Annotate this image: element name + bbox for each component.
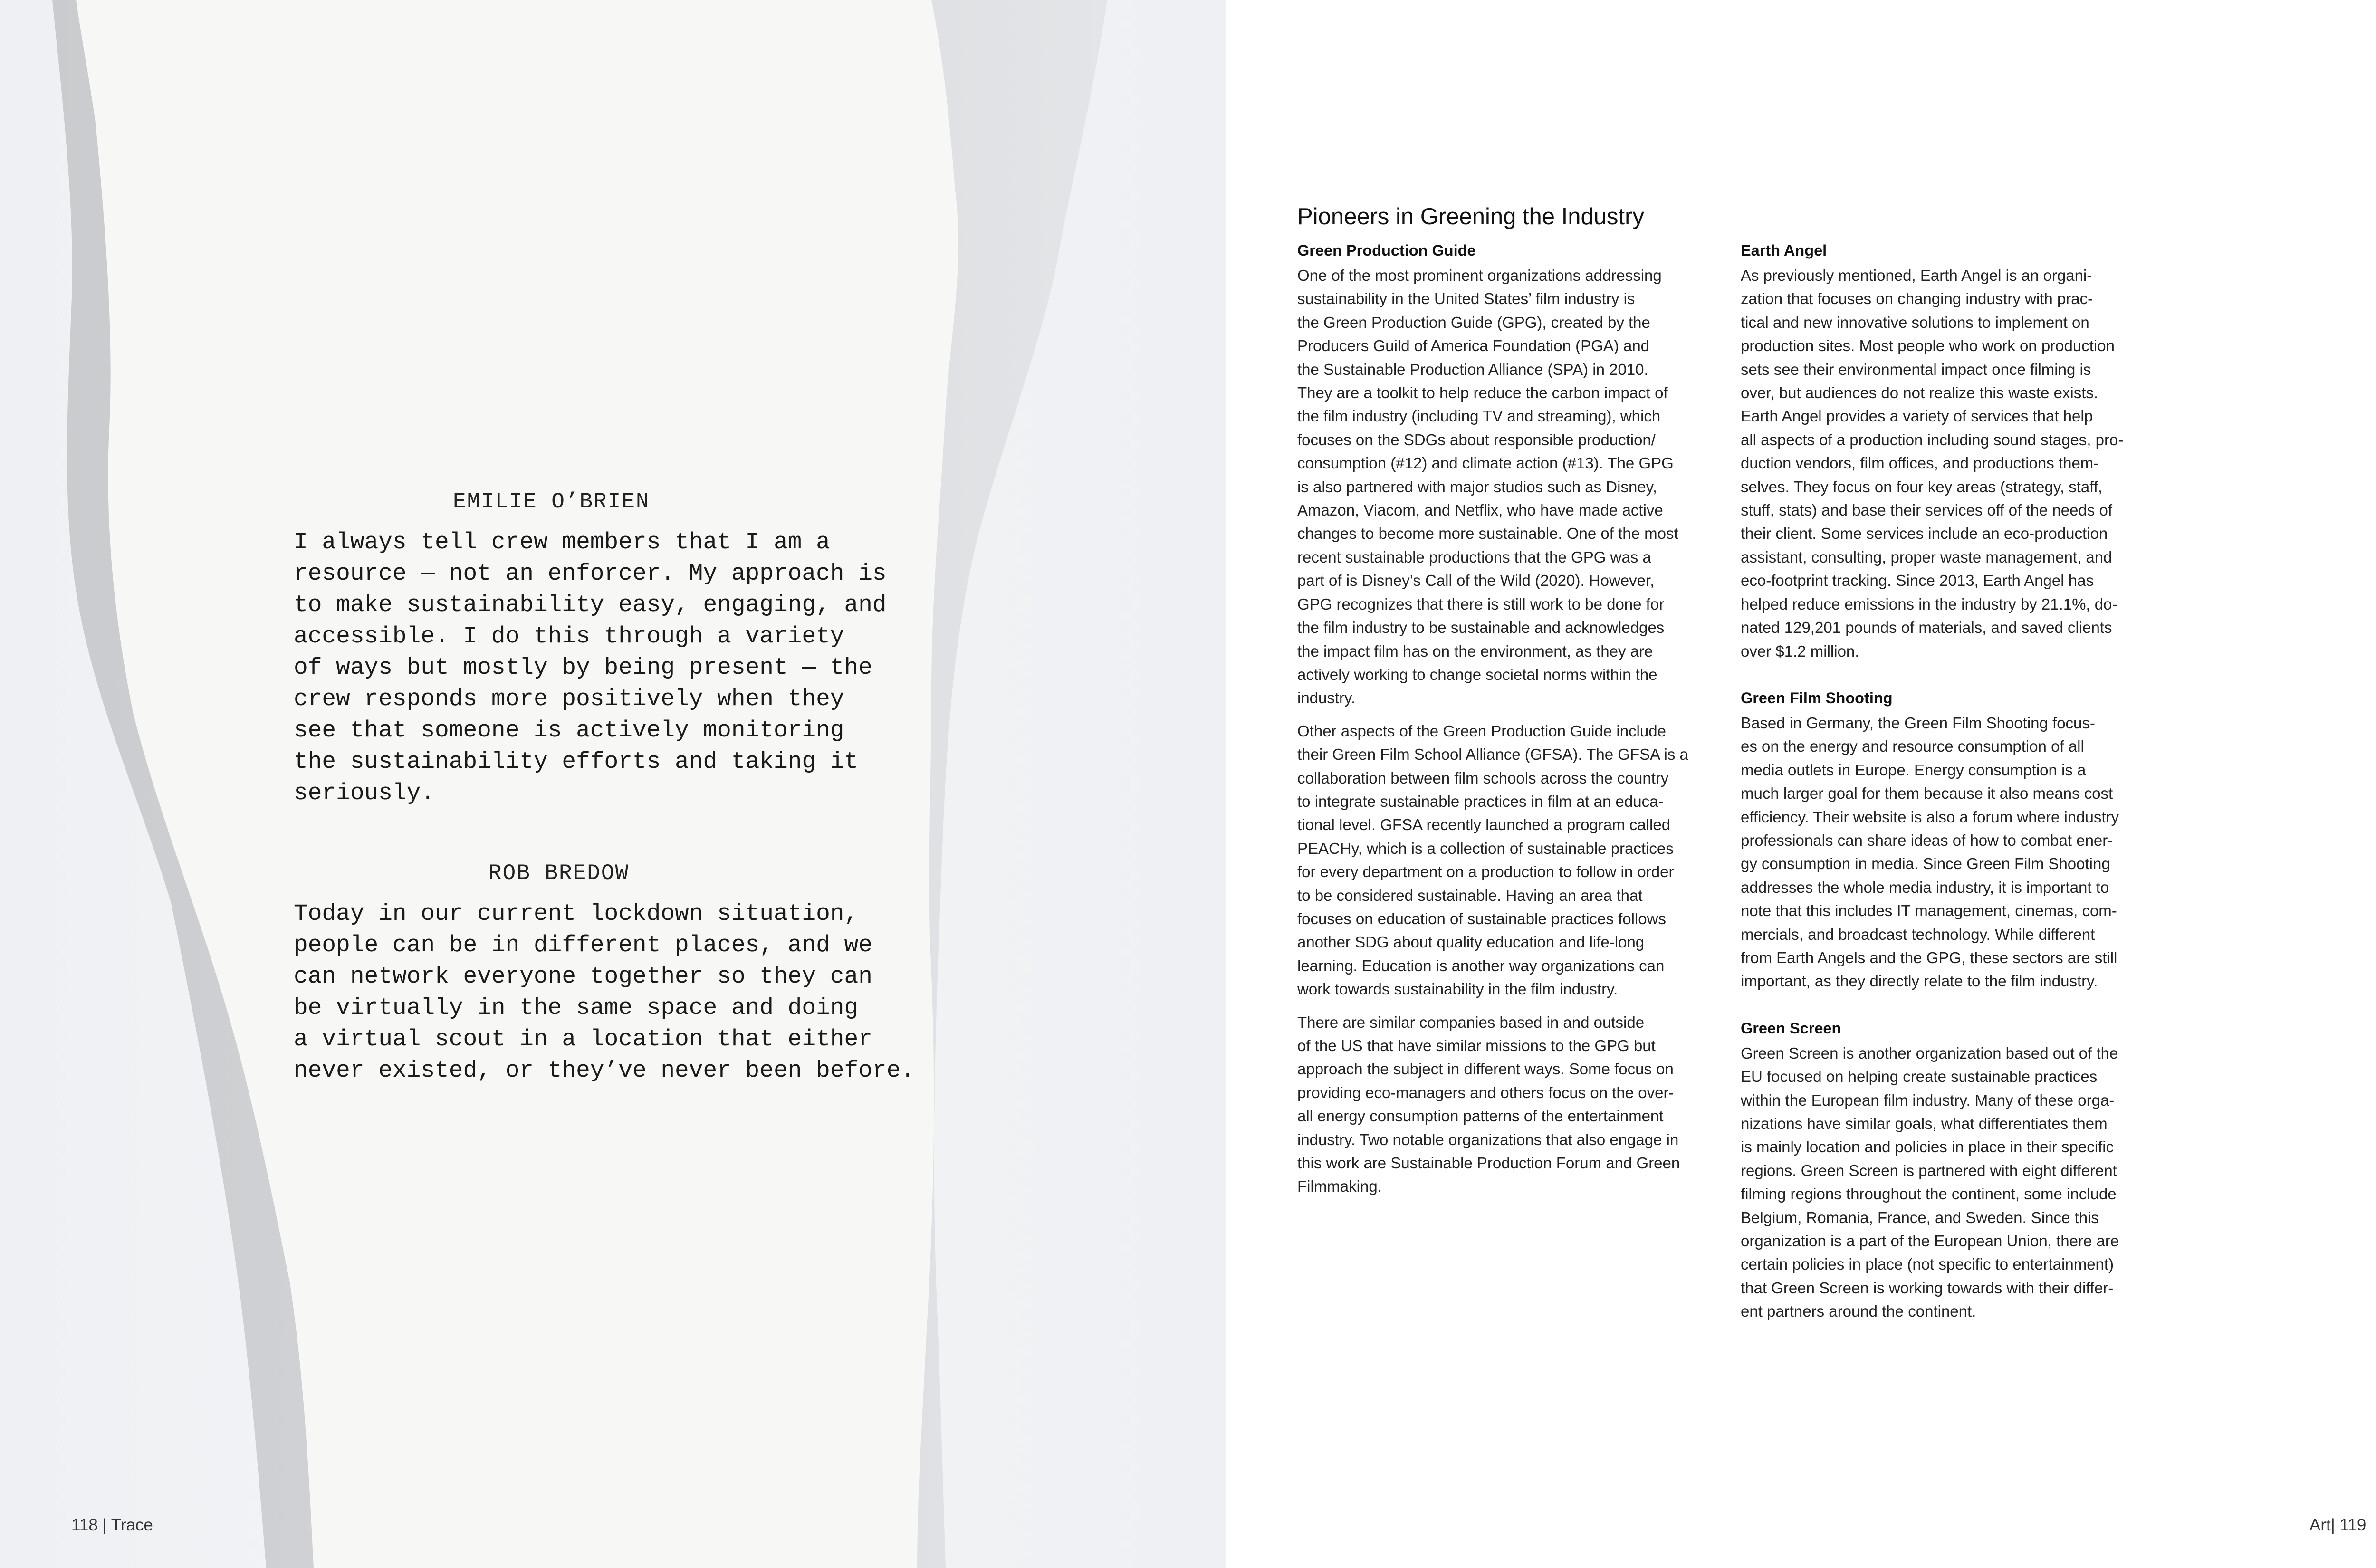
column-1 [1297,239,1715,1198]
subheading-green-production-guide: Green Production Guide [1297,242,1476,259]
quote-text: Today in our current lockdown situation, people can be in different places, and we can network everyone together so they can be virtually in the same space and doing a virtual scout in a location that either never existed, or they’ve never been before. [294,900,915,1084]
subheading-green-screen: Green Screen [1741,1019,1841,1037]
paragraph: Other aspects of the Green Production Guide include their Green Film School Alliance (GFSA). The GFSA is a collaboration between film schools across the country to integrate sustainable practices in film at an educa- tional level. GFSA recently launched a program called PEACHy, which is a collection of sustainable practices for every department on a production to follow in order to be considered sustainable. Having an area that focuses on education of sustainable practices follows another SDG about quality education and life-long learning. Education is another way organizations can work towards sustainability in the film industry. [1297,722,1688,998]
subheading-green-film-shooting: Green Film Shooting [1741,689,1893,707]
speaker-name: EMILIE O’BRIEN [453,489,650,514]
page-folio-left: 118 | Trace [71,1516,153,1534]
quote-emilie-obrien [294,489,968,809]
quote-text: I always tell crew members that I am a resource — not an enforcer. My approach is to make sustainability easy, engaging, and accessible. I do this through a variety of ways but mostly by being present — the crew responds more positively when they see that someone is actively monitoring the sustainability efforts and taking it seriously. [294,529,887,806]
paragraph: There are similar companies based in and outside of the US that have similar missions to the GPG but approach the subject in different ways. Some focus on providing eco-managers and others focus on the over- all energy consumption patterns of the entertainment industry. Two notable organizations that also engage in this work are Sustainable Production Forum and Green Filmmaking. [1297,1013,1680,1195]
article-title: Pioneers in Greening the Industry [1297,204,1644,229]
page-folio-right: Art| 119 [2309,1516,2366,1534]
paragraph: Green Screen is another organization based out of the EU focused on helping create sustainable practices within the European film industry. Many of these orga- nizations have similar goals, what differentiates them is mainly location and policies in place in their specific regions. Green Screen is partnered with eight different filming regions throughout the continent, some include Belgium, Romania, France, and Sweden. Since this organization is a part of the European Union, there are certain policies in place (not specific to entertainment) that Green Screen is working towards with their differ- ent partners around the continent. [1741,1044,2119,1320]
column-2 [1741,239,2159,1323]
paragraph: One of the most prominent organizations addressing sustainability in the United States’ film industry is the Green Production Guide (GPG), created by the Producers Guild of America Foundation (PGA) and the Sustainable Production Alliance (SPA) in 2010. They are a toolkit to help reduce the carbon impact of the film industry (including TV and streaming), which focuses on the SDGs about responsible production/ consumption (#12) and climate action (#13). The GPG is also partnered with major studios such as Disney, Amazon, Viacom, and Netflix, who have made active changes to become more sustainable. One of the most recent sustainable productions that the GPG was a part of is Disney’s Call of the Wild (2020). However, GPG recognizes that there is still work to be done for the film industry to be sustainable and acknowledges the impact film has on the environment, as they are actively working to change societal norms within the industry. [1297,267,1678,707]
quote-rob-bredow [294,861,968,1086]
speaker-name: ROB BREDOW [489,861,630,886]
paragraph: As previously mentioned, Earth Angel is an organi- zation that focuses on changing industry with prac- tical and new innovative solutions to implement on production sites. Most people who work on production sets see their environmental impact once filming is over, but audiences do not realize this waste exists. Earth Angel provides a variety of services that help all aspects of a production including sound stages, pro- duction vendors, film offices, and productions them- selves. They focus on four key areas (strategy, staff, stuff, stats) and base their services off of the needs of their client. Some services include an eco-production assistant, consulting, proper waste management, and eco-footprint tracking. Since 2013, Earth Angel has helped reduce emissions in the industry by 21.1%, do- nated 129,201 pounds of materials, and saved clients over $1.2 million. [1741,267,2124,660]
paragraph: Based in Germany, the Green Film Shooting focus- es on the energy and resource consumption of all media outlets in Europe. Energy consumption is a much larger goal for them because it also means cost efficiency. Their website is also a forum where industry professionals can share ideas of how to combat ener- gy consumption in media. Since Green Film Shooting addresses the whole media industry, it is important to note that this includes IT management, cinemas, com- mercials, and broadcast technology. While different from Earth Angels and the GPG, these sectors are still important, as they directly relate to the film industry. [1741,714,2119,990]
subheading-earth-angel: Earth Angel [1741,242,1827,259]
